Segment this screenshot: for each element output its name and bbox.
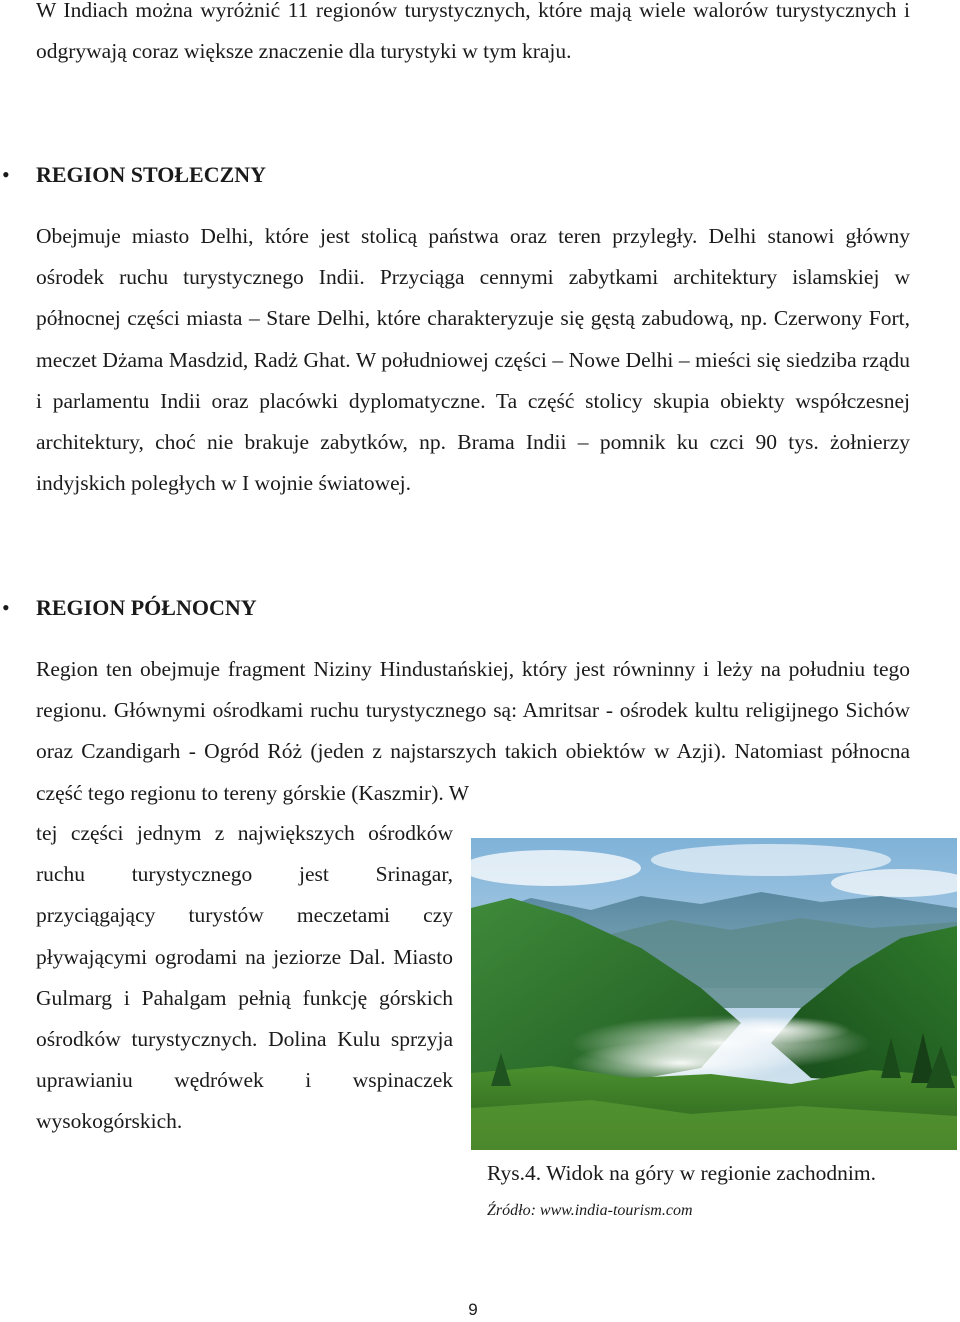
section-paragraph-north: Region ten obejmuje fragment Niziny Hindustańskiej, który jest równinny i leży na południu tego regionu. Głównymi ośrodkami ruchu turystycznego są: Amritsar - ośrodek kultu religijnego Sichów oraz Czandigarh - Ogród Róż (jeden z najstarszych takich obiektów w Azji). Natomiast północna część tego regionu to tereny górskie (Kaszmir). W [36,657,910,805]
section-heading-capital: REGION STOŁECZNY [36,162,267,187]
mountain-valley-photo [471,838,957,1150]
intro-paragraph: W Indiach można wyróżnić 11 regionów turystycznych, które mają wiele walorów turystycznych i odgrywają coraz większe znaczenie dla turystyki w tym kraju. [36,0,910,64]
section-bullet: • [2,595,10,620]
figure-source: Źródło: www.india-tourism.com [487,1202,693,1219]
section-paragraph-capital: Obejmuje miasto Delhi, które jest stolicą państwa oraz teren przyległy. Delhi stanowi główny ośrodek ruchu turystycznego Indii. Przyciąga cennymi zabytkami architektury islamskiej w północnej części miasta – Stare Delhi, które charakteryzuje się gęstą zabudową, np. Czerwony Fort, meczet Dżama Masdzid, Radż Ghat. W południowej części – Nowe Delhi – mieści się siedziba rządu i parlamentu Indii oraz placówki dyplomatyczne. Ta część stolicy skupia obiekty współczesnej architektury, choć nie brakuje zabytków, np. Brama Indii – pomnik ku czci 90 tys. żołnierzy indyjskich poległych w I wojnie światowej. [36,224,910,496]
section-bullet: • [2,162,10,187]
section-paragraph-north-continued: tej części jednym z największych ośrodków ruchu turystycznego jest Srinagar, przyciągający turystów meczetami czy pływającymi ogrodami na jeziorze Dal. Miasto Gulmarg i Pahalgam pełnią funkcję górskich ośrodków turystycznych. Dolina Kulu sprzyja uprawianiu wędrówek i wspinaczek wysokogórskich. [36,821,453,1134]
section-heading-north: REGION PÓŁNOCNY [36,595,257,620]
page-number: 9 [468,1300,478,1319]
figure-caption: Rys.4. Widok na góry w regionie zachodnim. [487,1161,876,1185]
